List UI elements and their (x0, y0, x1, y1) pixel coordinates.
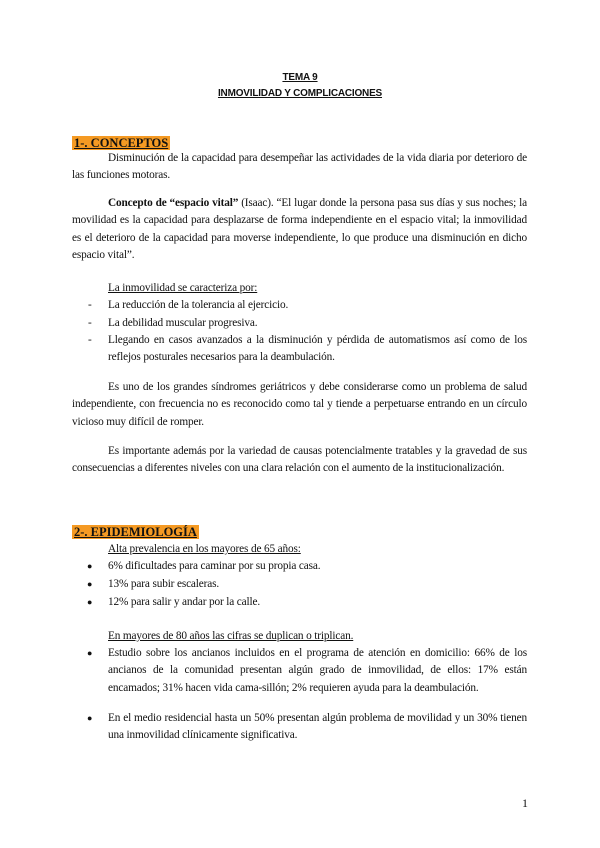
list-item (72, 594, 527, 611)
vital-space-term: Concepto de “espacio vital” (108, 197, 239, 209)
list-item-text: 6% dificultades para caminar por su propia casa. (108, 560, 321, 572)
list-item (72, 315, 527, 332)
list-item (72, 332, 527, 367)
bullet-icon: ● (87, 597, 93, 607)
list-item-text: En el medio residencial hasta un 50% presentan algún problema de movilidad y un 30% tienen una inmovilidad clínicamente significativa. (108, 712, 527, 742)
list-item-text: La debilidad muscular progresiva. (108, 317, 258, 329)
list-item-text: 13% para subir escaleras. (108, 578, 220, 590)
list-item-text: Estudio sobre los ancianos incluidos en el programa de atención en domicilio: 66% de los ancianos de la comunidad presentan algún grado de inmovilidad, de ellos: 17% están encamados; 31% hacen vida cama-sillón; 2% requieren ayuda para la deambulación. (108, 647, 527, 694)
bullet-icon: ● (87, 648, 93, 658)
bullet-icon: ● (87, 713, 93, 723)
document-title-topic: TEMA 9 (282, 72, 318, 83)
list-item-text: 12% para salir y andar por la calle. (108, 596, 261, 608)
dash-marker: - (88, 317, 92, 329)
list-item (72, 297, 527, 314)
syndrome-paragraph: Es uno de los grandes síndromes geriátricos y debe considerarse como un problema de salud independiente, con frecuencia no es reconocido como tal y tiende a perpetuarse entrando en un círculo vicioso muy difícil de romper. (72, 381, 527, 428)
over80-label: En mayores de 80 años las cifras se duplican o triplican. (108, 630, 354, 642)
page-number: 1 (522, 796, 528, 810)
list-item-text: La reducción de la tolerancia al ejercicio. (108, 299, 289, 311)
vital-space-definition: (Isaac). “El lugar donde la persona pasa sus días y sus noches; la movilidad es la capacidad para desplazarse de forma independiente en el espacio vital; la inmovilidad es el deterioro de la capacidad para moverse independiente, lo que produce una disminución en dicho espacio vital”. (72, 197, 527, 262)
concepts-intro-paragraph: Disminución de la capacidad para desempeñar las actividades de la vida diaria por deterioro de las funciones motoras. (72, 152, 527, 182)
dash-marker: - (88, 299, 92, 311)
bullet-icon: ● (87, 561, 93, 571)
list-item (72, 645, 527, 697)
section-heading-epidemiology: 2-. EPIDEMIOLOGÍA (74, 525, 197, 539)
document-title-subject: INMOVILIDAD Y COMPLICACIONES (217, 88, 383, 99)
list-item-text: Llegando en casos avanzados a la disminución y pérdida de automatismos así como de los reflejos posturales necesarios para la deambulación. (108, 334, 527, 364)
section-heading-concepts: 1-. CONCEPTOS (74, 136, 169, 150)
prevalence-label: Alta prevalencia en los mayores de 65 años: (108, 543, 301, 555)
bullet-icon: ● (87, 579, 93, 589)
importance-paragraph: Es importante además por la variedad de causas potencialmente tratables y la gravedad de sus consecuencias a diferentes niveles con una clara relación con el aumento de la institucionalización. (72, 445, 527, 475)
characteristics-label: La inmovilidad se caracteriza por: (108, 282, 258, 294)
dash-marker: - (88, 334, 92, 346)
list-item (72, 558, 527, 575)
list-item (72, 576, 527, 593)
vital-space-paragraph (72, 195, 527, 265)
list-item (72, 710, 527, 745)
